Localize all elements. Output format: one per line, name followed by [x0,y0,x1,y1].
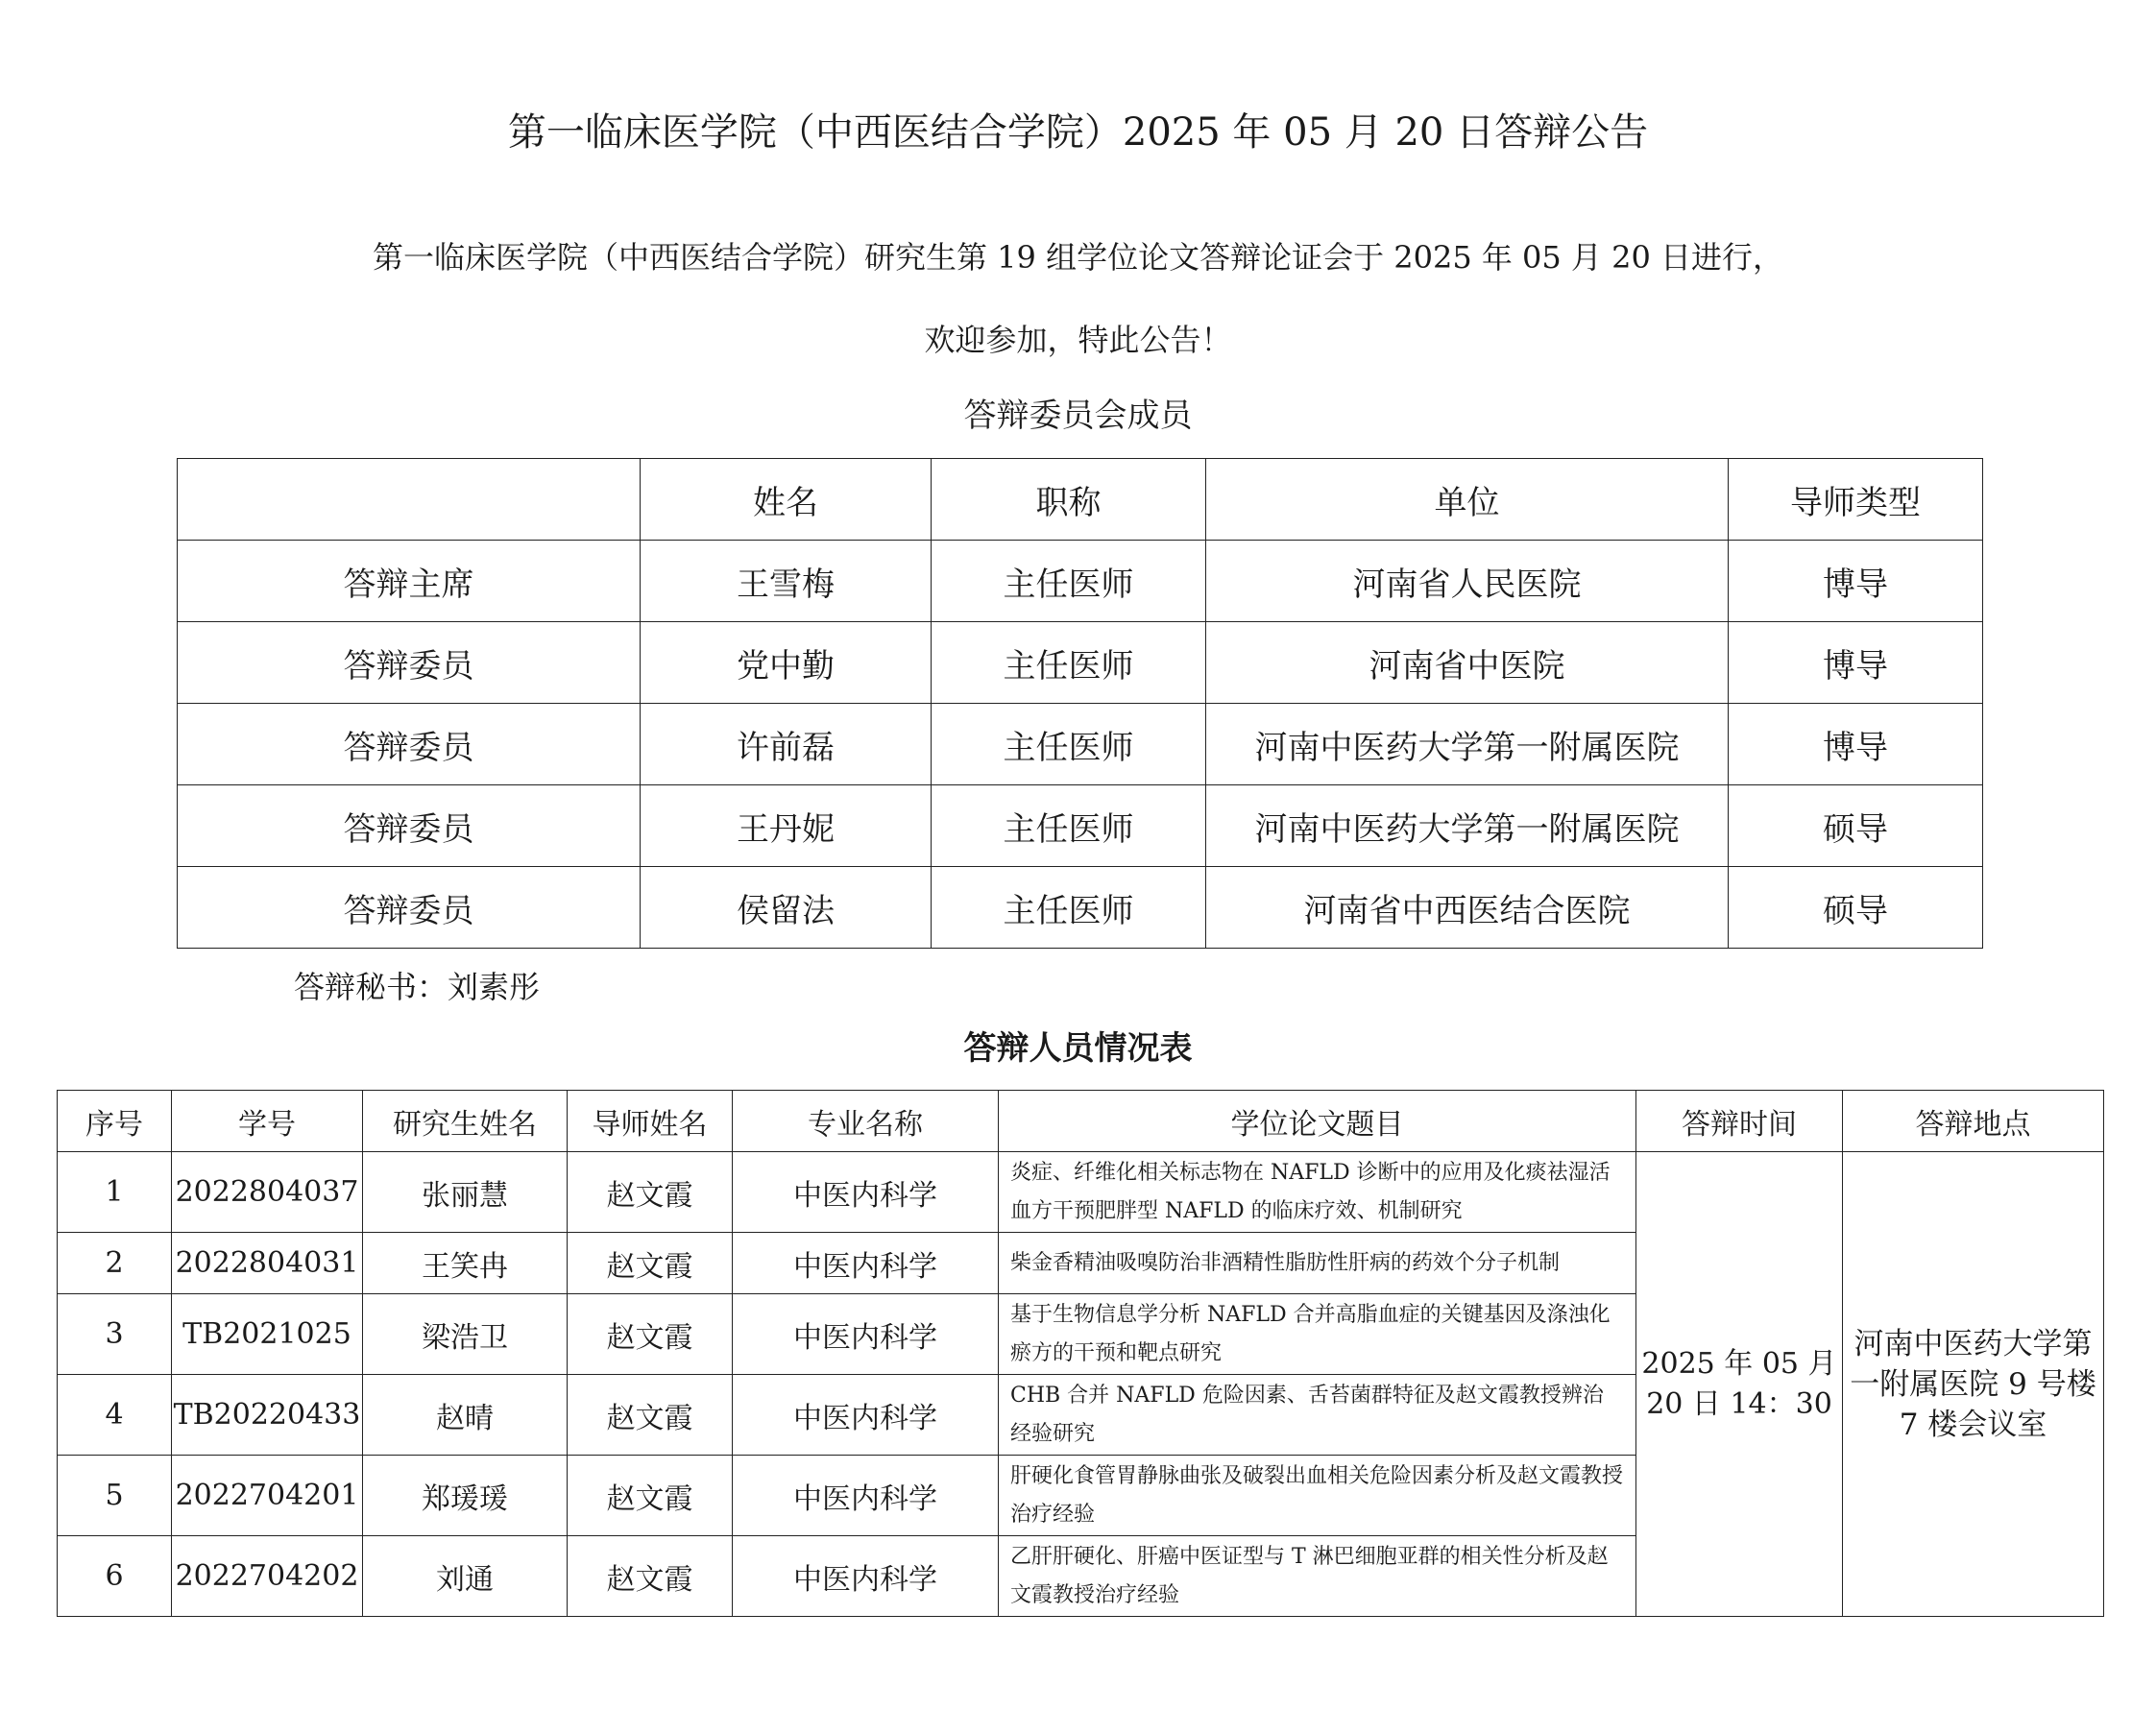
intro-line-2: 欢迎参加，特此公告！ [924,322,1232,358]
header-defense-place: 答辩地点 [1843,1091,2104,1152]
header-seq: 序号 [58,1091,172,1152]
candidate-name: 赵晴 [363,1375,568,1456]
committee-unit: 河南省中医院 [1206,622,1729,704]
candidate-major: 中医内科学 [733,1375,999,1456]
candidate-row [58,1152,2104,1233]
candidate-name: 王笑冉 [363,1233,568,1294]
committee-role: 答辩主席 [178,541,641,622]
defense-place: 河南中医药大学第一附属医院 9 号楼 7 楼会议室 [1843,1152,2104,1617]
committee-row [178,867,1983,949]
committee-title: 主任医师 [932,704,1206,785]
committee-advisor-type: 博导 [1729,622,1983,704]
candidate-thesis-title: 乙肝肝硬化、肝癌中医证型与 T 淋巴细胞亚群的相关性分析及赵文霞教授治疗经验 [999,1536,1636,1617]
committee-unit: 河南省中西医结合医院 [1206,867,1729,949]
committee-advisor-type: 硕导 [1729,785,1983,867]
committee-header-name: 姓名 [641,459,932,541]
candidate-seq: 3 [58,1294,172,1375]
committee-role: 答辩委员 [178,622,641,704]
committee-advisor-type: 博导 [1729,541,1983,622]
committee-title: 主任医师 [932,541,1206,622]
candidate-thesis-title: 炎症、纤维化相关标志物在 NAFLD 诊断中的应用及化痰祛湿活血方干预肥胖型 NAFLD 的临床疗效、机制研究 [999,1152,1636,1233]
committee-row [178,785,1983,867]
candidate-name: 梁浩卫 [363,1294,568,1375]
intro-line-1: 第一临床医学院（中西医结合学院）研究生第 19 组学位论文答辩论证会于 2025 年 05 月 20 日进行， [373,239,1783,276]
candidate-seq: 1 [58,1152,172,1233]
header-major: 专业名称 [733,1091,999,1152]
committee-role: 答辩委员 [178,704,641,785]
candidate-thesis-title: 肝硬化食管胃静脉曲张及破裂出血相关危险因素分析及赵文霞教授治疗经验 [999,1456,1636,1536]
candidates-header-row [58,1091,2104,1152]
candidate-student-id: 2022704202 [172,1536,363,1617]
page-title: 第一临床医学院（中西医结合学院）2025 年 05 月 20 日答辩公告 [507,110,1649,155]
header-thesis-title: 学位论文题目 [999,1091,1636,1152]
committee-name: 许前磊 [641,704,932,785]
committee-title: 主任医师 [932,622,1206,704]
committee-row [178,541,1983,622]
committee-unit: 河南中医药大学第一附属医院 [1206,704,1729,785]
committee-unit: 河南中医药大学第一附属医院 [1206,785,1729,867]
committee-title: 主任医师 [932,785,1206,867]
candidate-student-id: 2022804031 [172,1233,363,1294]
candidate-thesis-title: CHB 合并 NAFLD 危险因素、舌苔菌群特征及赵文霞教授辨治经验研究 [999,1375,1636,1456]
candidate-student-id: TB2021025 [172,1294,363,1375]
committee-unit: 河南省人民医院 [1206,541,1729,622]
candidate-seq: 5 [58,1456,172,1536]
candidate-major: 中医内科学 [733,1536,999,1617]
committee-name: 侯留法 [641,867,932,949]
candidate-advisor: 赵文霞 [568,1294,733,1375]
candidate-advisor: 赵文霞 [568,1152,733,1233]
committee-header-unit: 单位 [1206,459,1729,541]
candidate-thesis-title: 基于生物信息学分析 NAFLD 合并高脂血症的关键基因及涤浊化瘀方的干预和靶点研究 [999,1294,1636,1375]
committee-table [177,458,1983,949]
candidate-seq: 4 [58,1375,172,1456]
candidate-name: 郑瑗瑗 [363,1456,568,1536]
committee-header-row [178,459,1983,541]
candidates-table [57,1090,2104,1617]
candidate-advisor: 赵文霞 [568,1456,733,1536]
candidate-student-id: 2022804037 [172,1152,363,1233]
candidate-name: 刘通 [363,1536,568,1617]
committee-header-advisor-type: 导师类型 [1729,459,1983,541]
header-student-name: 研究生姓名 [363,1091,568,1152]
candidate-advisor: 赵文霞 [568,1233,733,1294]
committee-advisor-type: 博导 [1729,704,1983,785]
header-student-id: 学号 [172,1091,363,1152]
committee-row [178,704,1983,785]
candidate-major: 中医内科学 [733,1152,999,1233]
committee-name: 王丹妮 [641,785,932,867]
candidate-seq: 6 [58,1536,172,1617]
committee-header-title: 职称 [932,459,1206,541]
candidate-major: 中医内科学 [733,1456,999,1536]
committee-title: 主任医师 [932,867,1206,949]
candidate-major: 中医内科学 [733,1294,999,1375]
committee-heading: 答辩委员会成员 [963,397,1193,435]
header-advisor-name: 导师姓名 [568,1091,733,1152]
committee-header-role [178,459,641,541]
header-defense-time: 答辩时间 [1636,1091,1843,1152]
committee-name: 王雪梅 [641,541,932,622]
defense-time: 2025 年 05 月 20 日 14：30 [1636,1152,1843,1617]
committee-row [178,622,1983,704]
committee-name: 党中勤 [641,622,932,704]
candidate-student-id: 2022704201 [172,1456,363,1536]
committee-role: 答辩委员 [178,867,641,949]
candidate-major: 中医内科学 [733,1233,999,1294]
candidate-advisor: 赵文霞 [568,1536,733,1617]
candidate-name: 张丽慧 [363,1152,568,1233]
candidate-student-id: TB20220433 [172,1375,363,1456]
candidates-heading: 答辩人员情况表 [963,1029,1193,1068]
candidate-advisor: 赵文霞 [568,1375,733,1456]
committee-advisor-type: 硕导 [1729,867,1983,949]
committee-role: 答辩委员 [178,785,641,867]
candidate-thesis-title: 柴金香精油吸嗅防治非酒精性脂肪性肝病的药效个分子机制 [999,1233,1636,1294]
candidate-seq: 2 [58,1233,172,1294]
secretary-line: 答辩秘书：刘素彤 [294,969,541,1005]
